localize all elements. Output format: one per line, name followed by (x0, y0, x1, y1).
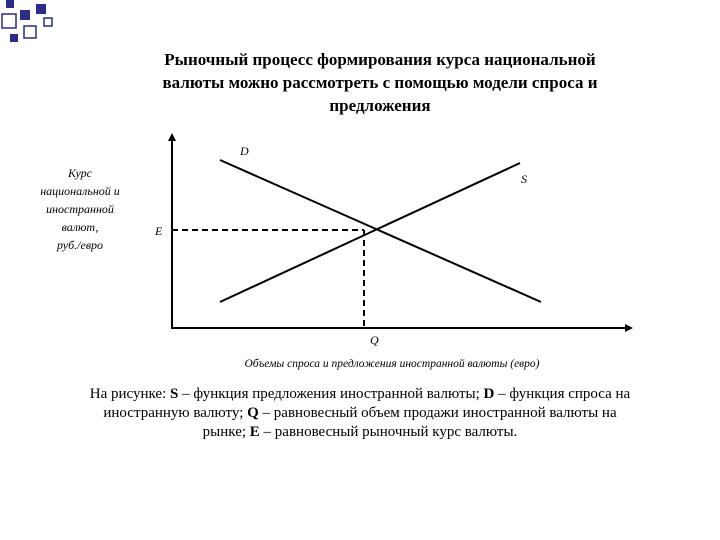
caption-text: – равновесный объем продажи иностранной валюты на (258, 405, 617, 421)
title-line-1: Рыночный процесс формирования курса национальной (164, 50, 596, 69)
equilibrium-quantity-label: Q (370, 333, 379, 347)
caption-text: – функция предложения иностранной валюты; (178, 386, 484, 402)
caption-symbol-d: D (483, 386, 495, 402)
supply-line (220, 163, 520, 302)
caption-text: На рисунке: (89, 386, 171, 402)
title-line-3: предложения (329, 96, 431, 115)
figure-caption (20, 385, 700, 442)
y-axis-label-line: руб./евро (56, 238, 104, 252)
caption-symbol-q: Q (247, 405, 259, 421)
y-axis-label-line: иностранной (46, 202, 114, 216)
title-line-2: валюты можно рассмотреть с помощью модели спроса и (162, 73, 598, 92)
caption-text: – равновесный рыночный курс валюты. (259, 424, 518, 440)
x-axis-label: Объемы спроса и предложения иностранной валюты (евро) (244, 358, 540, 370)
caption-symbol-e: E (249, 424, 260, 440)
y-axis-label-line: национальной и (40, 184, 120, 198)
caption-text: – функция спроса на (494, 386, 631, 402)
demand-label: D (240, 144, 249, 158)
y-axis-label (20, 164, 140, 254)
y-axis-label-line: валют, (61, 220, 99, 234)
supply-label: S (521, 172, 527, 186)
caption-line-2 (20, 404, 700, 423)
caption-line-3 (20, 423, 700, 442)
caption-text: иностранную валюту; (103, 405, 248, 421)
caption-line-1 (20, 385, 700, 404)
caption-text: рынке; (202, 424, 250, 440)
y-axis-label-line: Курс (68, 166, 92, 180)
caption-symbol-s: S (170, 386, 179, 402)
equilibrium-rate-label: E (155, 224, 163, 238)
